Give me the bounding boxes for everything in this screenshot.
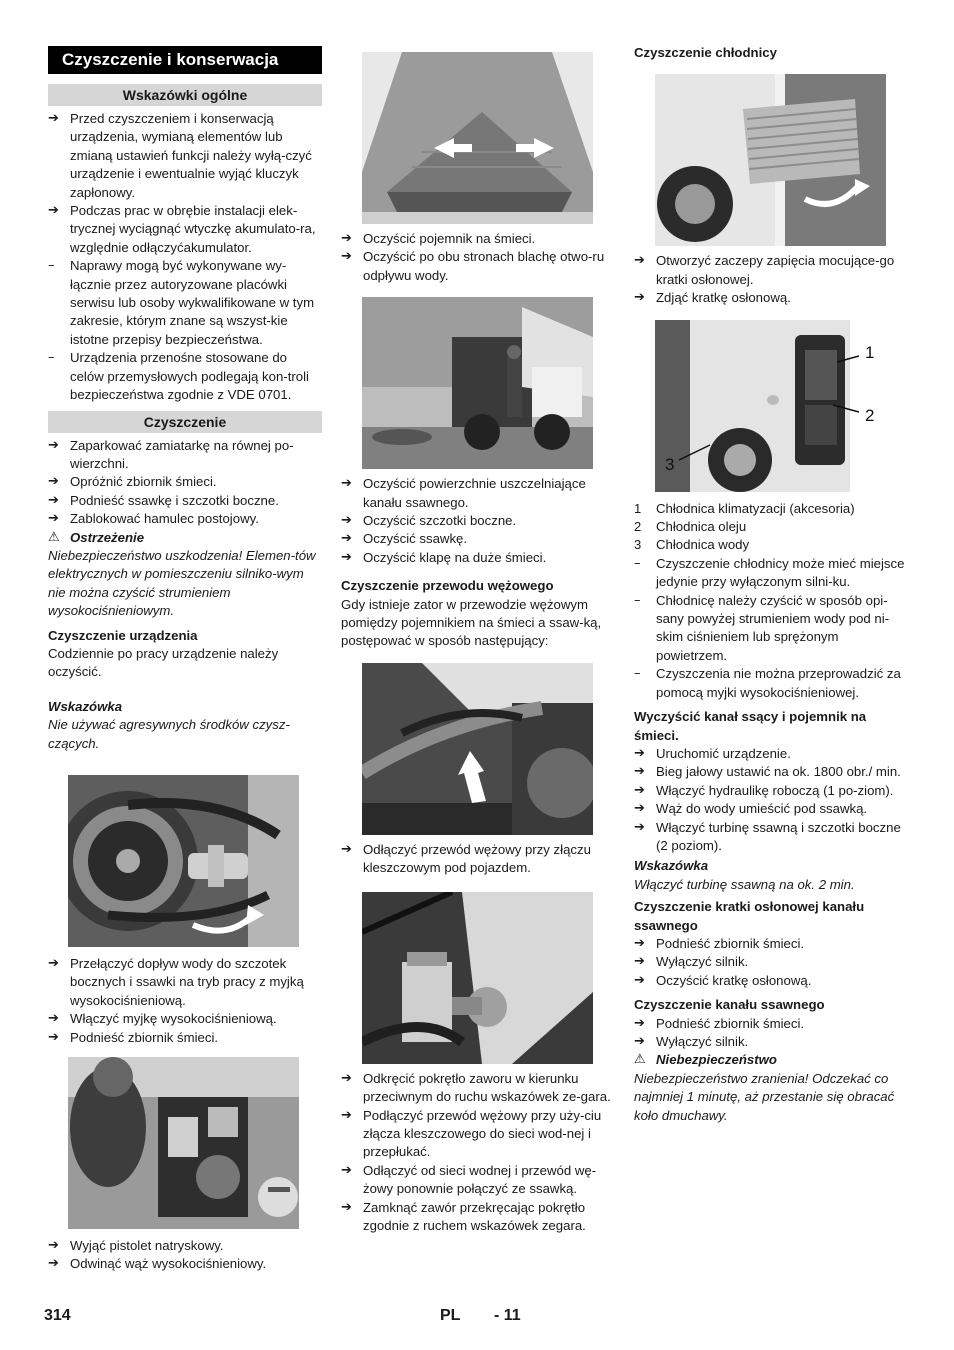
bullet-marker: 2 (634, 519, 642, 535)
list-item-text: Podnieść zbiornik śmieci. (656, 1015, 805, 1031)
bullet-marker: ➔ (634, 782, 645, 798)
danger-label: Niebezpieczeństwo (656, 1052, 777, 1068)
bullet-marker: ➔ (48, 956, 59, 971)
list-item (48, 473, 322, 491)
list-item (48, 257, 322, 349)
bullet-marker: ➔ (634, 819, 645, 835)
list-item-text: Naprawy mogą być wykonywane wy-łącznie przez autoryzowane placówki serwisu lub osoby wykwalifikowane w tym zakresie, którym znane są wszyst-kie istotne przepisy bezpieczeństwa. (70, 258, 315, 347)
list-item-text: Chłodnica oleju (656, 519, 747, 535)
list-item-text: Wyłączyć silnik. (656, 1034, 749, 1049)
bullet-marker: ➔ (634, 954, 645, 970)
grille-steps-list (634, 935, 906, 990)
cleaning-steps-list (48, 437, 322, 529)
list-item-text: Podłączyć przewód wężowy przy uży-ciu złącza kleszczowego do sieci wod-nej i przepłukać. (363, 1107, 602, 1160)
list-item-text: Chłodnica klimatyzacji (akcesoria) (656, 500, 855, 516)
bullet-marker: ➔ (48, 511, 59, 527)
list-item (634, 800, 906, 818)
list-item (634, 953, 906, 971)
list-item-text: Odkręcić pokrętło zaworu w kierunku przeciwnym do ruchu wskazówek ze-gara. (363, 1070, 611, 1105)
bullet-marker: ➔ (634, 935, 645, 951)
warning-label: Ostrzeżenie (70, 529, 145, 545)
sweeper-cleaning-steps-list (341, 475, 615, 567)
photo-pressure-washer (68, 1057, 299, 1229)
container-steps-list (341, 230, 615, 285)
list-item (341, 512, 615, 530)
list-item (634, 252, 906, 289)
warning-triangle-icon: ⚠ (634, 1052, 646, 1068)
note-label-2: Wskazówka (634, 858, 709, 874)
list-item-text: Przed czyszczeniem i konserwacją urządzenia, wymianą elementów lub zmianą ustawień funkcji należy wyłą-czyć urządzenie i ewentualnie wyjąć kluczyk zapłonowy. (70, 111, 312, 200)
bullet-marker: ➔ (341, 1199, 352, 1215)
bullet-marker: ➔ (634, 1015, 645, 1031)
list-item (634, 536, 906, 554)
list-item (634, 665, 906, 702)
general-notes-heading: Wskazówki ogólne (48, 84, 322, 106)
list-item (634, 763, 906, 781)
hose-disconnect-steps-list (341, 841, 615, 878)
list-item-text: Zaparkować zamiatarkę na równej po-wierzchni. (70, 437, 294, 471)
list-item (48, 110, 322, 202)
bullet-marker: ➔ (341, 1107, 352, 1123)
column-left (48, 44, 322, 1274)
list-item (341, 230, 615, 248)
grille-removal-steps-list (634, 252, 906, 307)
list-item-text: Urządzenia przenośne stosowane do celów przemysłowych podlegają kon-troli bezpieczeństwa zgodnie z VDE 0701. (70, 350, 309, 403)
list-item-text: Włączyć myjkę wysokociśnieniową. (70, 1011, 277, 1027)
valve-steps-list (341, 1070, 615, 1236)
bullet-marker: 1 (634, 500, 642, 516)
list-item-text: Otworzyć zaczepy zapięcia mocujące-go kratki osłonowej. (656, 253, 895, 287)
warning-text: Niebezpieczeństwo uszkodzenia! Elemen-tów elektrycznych w pomieszczeniu silniko-wym nie można czyścić strumieniem wysokociśnieniowym. (48, 547, 316, 619)
list-item (341, 1070, 615, 1107)
list-item (634, 518, 906, 536)
danger-header (634, 1051, 906, 1069)
list-item-text: Wyłączyć silnik. (656, 954, 749, 970)
list-item (634, 782, 906, 800)
list-item (48, 1010, 322, 1028)
list-item-text: Wyjąć pistolet natryskowy. (70, 1238, 224, 1254)
list-item-text: Odłączyć od sieci wodnej i przewód wę-żowy ponownie połączyć ze ssawką. (363, 1162, 597, 1197)
bullet-marker: ➔ (48, 474, 59, 490)
photo-radiator-grille (655, 74, 886, 246)
radiator-cleaning-heading: Czyszczenie chłodnicy (634, 45, 777, 60)
column-middle (341, 44, 615, 1235)
bullet-marker: ➔ (634, 764, 645, 780)
list-item-text: Podnieść zbiornik śmieci. (70, 1029, 219, 1045)
language-page-number: - 11 (494, 1307, 521, 1324)
list-item (341, 549, 615, 567)
list-item-text: Oczyścić pojemnik na śmieci. (363, 231, 536, 246)
bullet-marker: ➔ (341, 1162, 352, 1178)
list-item-text: Czyszczenie chłodnicy może mieć miejsce jedynie przy wyłączonym silni-ku. (656, 555, 905, 590)
list-item-text: Oczyścić szczotki boczne. (363, 513, 517, 529)
list-item-text: Uruchomić urządzenie. (656, 745, 791, 761)
general-notes-list (48, 110, 322, 405)
list-item-text: Czyszczenia nie można przeprowadzić za pomocą myjki wysokociśnieniowej. (656, 666, 901, 700)
grille-cleaning-heading: Czyszczenie kratki osłonowej kanału ssawnego (634, 899, 865, 933)
list-item-text: Podczas prac w obrębie instalacji elek-trycznej wyciągnąć wtyczkę akumulato-ra, względnie odłączyćakumulator. (70, 203, 316, 255)
list-item-text: Oczyścić powierzchnie uszczelniające kanału ssawnego. (363, 476, 586, 510)
list-item (634, 935, 906, 953)
list-item-text: Włączyć hydraulikę roboczą (1 po-ziom). (656, 782, 894, 798)
warning-header (48, 529, 322, 547)
list-item (48, 955, 322, 1010)
callout-1: 1 (865, 342, 875, 362)
note-text-2: Włączyć turbinę ssawną na ok. 2 min. (634, 876, 855, 892)
photo-radiators (655, 320, 886, 492)
radiator-notes-list (634, 555, 906, 702)
list-item-text: Opróżnić zbiornik śmieci. (70, 474, 217, 490)
channel-steps-list (634, 1015, 906, 1052)
bullet-marker: ➔ (341, 841, 352, 857)
bullet-marker: ➔ (341, 531, 352, 547)
bullet-marker: ➔ (48, 203, 59, 219)
bullet-marker: – (48, 258, 55, 274)
list-item (341, 1162, 615, 1199)
list-item-text: Bieg jałowy ustawić na ok. 1800 obr./ min. (656, 764, 901, 780)
list-item (634, 1033, 906, 1051)
list-item (634, 819, 906, 856)
photo-sweeper-cleaning (362, 297, 593, 469)
suction-steps-list (634, 745, 906, 855)
list-item-text: Przełączyć dopływ wody do szczotek bocznych i ssawki na tryb pracy z myjką wysokociśnieniową. (70, 956, 304, 1008)
list-item (48, 202, 322, 257)
list-item-text: Podnieść zbiornik śmieci. (656, 935, 805, 951)
list-item-text: Chłodnica wody (656, 537, 750, 553)
list-item-text: Odwinąć wąż wysokociśnieniowy. (70, 1256, 267, 1272)
page-number: 314 (44, 1307, 71, 1324)
bullet-marker: ➔ (634, 290, 645, 306)
list-item (48, 437, 322, 474)
spray-gun-steps-list (48, 1237, 322, 1274)
list-item (48, 492, 322, 510)
list-item-text: Zdjąć kratkę osłonową. (656, 290, 791, 306)
note-text: Nie używać agresywnych środków czysz-czących. (48, 717, 290, 751)
list-item-text: Wąż do wody umieścić pod ssawką. (656, 801, 868, 817)
list-item-text: Oczyścić ssawkę. (363, 531, 468, 547)
bullet-marker: ➔ (48, 492, 59, 508)
bullet-marker: ➔ (341, 231, 352, 246)
device-cleaning-text: Codziennie po pracy urządzenie należy oczyścić. (48, 645, 279, 680)
callout-3: 3 (665, 454, 675, 474)
list-item (48, 1255, 322, 1273)
list-item (48, 510, 322, 528)
list-item (341, 1107, 615, 1162)
photo-waste-container (362, 52, 593, 224)
photo-valve-lever (68, 775, 299, 947)
high-pressure-steps-list (48, 955, 322, 1047)
hose-cleaning-heading: Czyszczenie przewodu wężowego (341, 578, 554, 594)
note-label: Wskazówka (48, 698, 123, 714)
bullet-marker: ➔ (341, 249, 352, 265)
bullet-marker: ➔ (341, 1070, 352, 1086)
bullet-marker: – (48, 350, 55, 366)
bullet-marker: – (634, 666, 641, 682)
bullet-marker: ➔ (341, 476, 352, 492)
bullet-marker: ➔ (48, 1256, 59, 1272)
bullet-marker: – (634, 592, 641, 608)
suction-cleaning-heading: Wyczyścić kanał ssący i pojemnik na śmieci. (634, 709, 867, 743)
bullet-marker: ➔ (48, 437, 59, 453)
channel-cleaning-heading: Czyszczenie kanału ssawnego (634, 997, 825, 1013)
bullet-marker: 3 (634, 537, 642, 553)
list-item (48, 1029, 322, 1047)
photo-water-valve (362, 892, 593, 1064)
list-item (341, 248, 615, 285)
list-item-text: Zamknąć zawór przekręcając pokrętło zgodnie z ruchem wskazówek zegara. (363, 1199, 586, 1233)
callout-2: 2 (865, 405, 875, 425)
list-item (634, 972, 906, 990)
list-item (634, 289, 906, 307)
column-right (634, 44, 906, 1125)
list-item (341, 530, 615, 548)
warning-icon: ⚠ (48, 529, 60, 545)
bullet-marker: ➔ (48, 1011, 59, 1027)
bullet-marker: ➔ (48, 1029, 59, 1045)
list-item (634, 555, 906, 592)
bullet-marker: ➔ (634, 972, 645, 988)
bullet-marker: ➔ (48, 111, 59, 126)
list-item-text: Chłodnicę należy czyścić w sposób opi-sany powyżej strumieniem wody pod ni-skim ciśnieniem lub sprężonym powietrzem. (656, 592, 890, 663)
list-item-text: Oczyścić kratkę osłonową. (656, 972, 812, 988)
list-item (341, 841, 615, 878)
list-item (48, 349, 322, 404)
list-item (48, 1237, 322, 1255)
list-item (634, 745, 906, 763)
bullet-marker: ➔ (634, 745, 645, 761)
language-code: PL (440, 1307, 461, 1324)
list-item (634, 1015, 906, 1033)
list-item (634, 592, 906, 666)
list-item-text: Podnieść ssawkę i szczotki boczne. (70, 492, 279, 508)
device-cleaning-heading: Czyszczenie urządzenia (48, 627, 198, 643)
bullet-marker: ➔ (341, 513, 352, 529)
cleaning-heading: Czyszczenie (48, 411, 322, 433)
photo-hose-coupling (362, 663, 593, 835)
bullet-marker: ➔ (341, 549, 352, 565)
list-item-text: Zablokować hamulec postojowy. (70, 511, 259, 527)
bullet-marker: – (634, 555, 641, 571)
section-title: Czyszczenie i konserwacja (48, 46, 322, 74)
bullet-marker: ➔ (634, 1034, 645, 1049)
list-item-text: Włączyć turbinę ssawną i szczotki boczne (2 poziom). (656, 819, 901, 853)
list-item-text: Oczyścić klapę na duże śmieci. (363, 549, 547, 565)
list-item-text: Odłączyć przewód wężowy przy złączu kleszczowym pod pojazdem. (363, 841, 591, 876)
bullet-marker: ➔ (48, 1238, 59, 1254)
bullet-marker: ➔ (634, 801, 645, 817)
radiator-legend-list (634, 500, 906, 555)
hose-cleaning-text: Gdy istnieje zator w przewodzie wężowym pomiędzy pojemnikiem na śmieci a ssaw-ką, postępować w sposób następujący: (341, 596, 602, 649)
list-item (341, 475, 615, 512)
list-item (634, 500, 906, 518)
list-item (341, 1199, 615, 1236)
list-item-text: Oczyścić po obu stronach blachę otwo-ru odpływu wody. (363, 249, 605, 283)
bullet-marker: ➔ (634, 253, 645, 269)
danger-text: Niebezpieczeństwo zranienia! Odczekać co najmniej 1 minutę, aż przestanie się obracać koło dmuchawy. (634, 1070, 895, 1123)
